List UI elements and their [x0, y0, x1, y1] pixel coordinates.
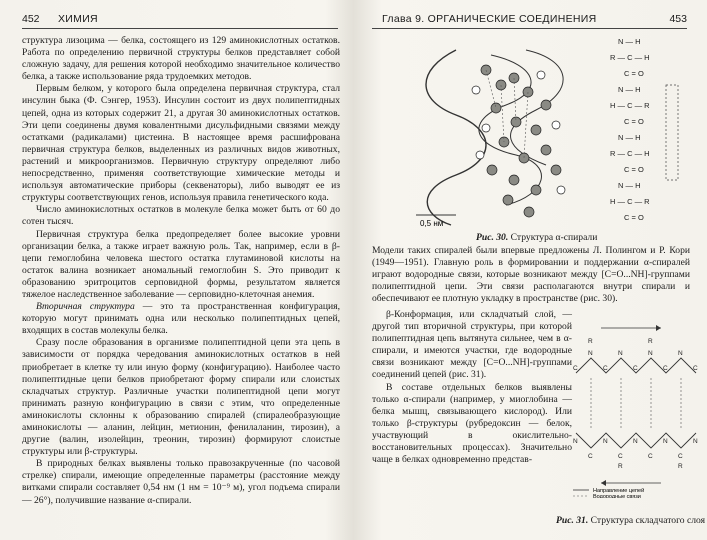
left-paragraph-4: Первичная структура белка предопределяет более высокие уровни организации белка, а также играет важную роль. Так, например, если в β-цепи гемоглобина человека шестого остатка глутаминовой кислоты на остаток валина возникает аномальный гемоглобин S. Это приводит к образованию эритроцитов серповидной формы, результатом является тяжелое наследственное заболевание — серповидно-клеточная анемия.: [22, 228, 340, 300]
svg-text:N: N: [603, 438, 608, 445]
svg-text:C: C: [663, 365, 668, 372]
left-running-head: [22, 10, 338, 29]
left-paragraph-3: Число аминокислотных остатков в молекуле белка может быть от 60 до сотен тысяч.: [22, 204, 340, 228]
secondary-structure-term: Вторичная структура: [36, 301, 135, 313]
right-paragraph-3: В составе отдельных белков выявлены только α-спирали (например, у миоглобина — белка мышц, связывающего кислород). Или только β-структуры (рубредоксин — белок, участвующий в окислительно-восстановительных процессах). Значительно чаще в белках одновременно представ-: [372, 381, 572, 466]
svg-text:N: N: [693, 438, 698, 445]
svg-text:C: C: [693, 365, 698, 372]
svg-text:N: N: [648, 350, 653, 357]
svg-text:N — H: N — H: [618, 37, 641, 46]
right-page: [356, 0, 707, 540]
secondary-structure-definition: — это та пространственная конфигурация, которую могут принимать одна или несколько полипептидных цепей, входящих в состав молекулы белка.: [22, 301, 340, 337]
svg-text:R — C — H: R — C — H: [610, 149, 650, 158]
svg-text:N: N: [573, 438, 578, 445]
svg-text:C: C: [603, 365, 608, 372]
svg-text:R: R: [588, 338, 593, 345]
fig31-caption-text: Структура складчатого слоя: [588, 515, 706, 526]
svg-text:C = O: C = O: [624, 69, 644, 78]
svg-text:C = O: C = O: [624, 165, 644, 174]
fig30-caption-text: Структура α-спирали: [508, 232, 598, 243]
left-paragraph-2: Первым белком, у которого была определена первичная структура, стал инсулин быка (Ф. Сэнгер, 1953). Инсулин состоит из двух полипептидных цепей, одна из которых содержит 21, а другая 30 аминокислотных остатков. Эти цепи соединены двумя ковалентными дисульфидными связями между остатками (радикалами) цистеина. В настоящее время расшифрована первичная структура белков, выделенных из различных видов животных, растений и микроорганизмов. Первичную структуру определяют либо непосредственно, применяя соответствующие химические методы и используя автоматические приборы (секвенаторы), либо выводят ее из структуры соответствующих генов, используя правила генетического кода.: [22, 83, 340, 204]
legend-hbond: Водородные связи: [593, 494, 641, 498]
svg-text:C = O: C = O: [624, 213, 644, 222]
svg-text:R: R: [648, 338, 653, 345]
right-body-text-bottom: [372, 309, 572, 466]
left-paragraph-6: В природных белках выявлены только правозакрученные (по часовой стрелке) спирали, имеющие определенные параметры (расстояние между витками спирали составляет 0,54 нм (1 нм = 10⁻⁹ м), угол подъема спирали — 26°), получившие название α-спирали.: [22, 458, 340, 506]
right-page-number: 453: [669, 13, 687, 25]
svg-text:C: C: [588, 453, 593, 460]
svg-text:N: N: [588, 350, 593, 357]
svg-text:R: R: [678, 463, 683, 470]
right-body-text-top: [372, 245, 690, 305]
right-paragraph-1: Модели таких спиралей были впервые предложены Л. Полингом и Р. Кори (1949—1951). Главную роль в формировании и поддержании α-спиралей играют водородные связи, которые возникают между [C=O...NH]-группами полипептидной цепи. Эти связи располагаются внутри спирали и обеспечивают ее плотную укладку в пространстве (рис. 30).: [372, 245, 690, 305]
svg-text:C: C: [618, 453, 623, 460]
svg-text:N: N: [663, 438, 668, 445]
svg-text:C = O: C = O: [624, 117, 644, 126]
svg-text:R — C — H: R — C — H: [610, 53, 650, 62]
svg-text:N: N: [678, 350, 683, 357]
fig30-scale-label: 0,5 нм: [420, 219, 444, 228]
svg-text:R: R: [618, 463, 623, 470]
svg-text:C: C: [648, 453, 653, 460]
svg-text:C: C: [573, 365, 578, 372]
left-paragraph-secondary: [22, 301, 340, 337]
left-paragraph-1: структура лизоцима — белка, состоящего из 129 аминокислотных остатков. Работа по определению первичной структуры белков представляет собой сложную задачу, для решения которой необходимо значительное количество белка, а также использование ряда трудоемких методов.: [22, 35, 340, 83]
svg-text:N: N: [618, 350, 623, 357]
left-paragraph-5: Сразу после образования в организме полипептидной цепи эта цепь в зависимости от порядка чередования аминокислотных остатков в ней приобретает в клетке ту или иную форму (конфигурацию). Наиболее часто полипептидные цепи белков приобретают форму спирали или слоистых складчатых структур. Различные участки полипептидной цепи могут принимать разную конфигурацию в связи с этим, что определенные аминокислоты склонны к образованию спиралей (спиралеобразующие аминокислоты — аланин, лейцин, метионин, фенилаланин, тирозин), а другие (валин, изолейцин, треонин, тирозин) формируют слоистые структуры или β-структуры.: [22, 337, 340, 458]
legend-direction: Направление цепей: [593, 488, 645, 494]
svg-text:N: N: [633, 438, 638, 445]
fig31-caption-label: Рис. 31.: [556, 515, 589, 526]
fig30-caption-label: Рис. 30.: [476, 232, 509, 243]
right-running-title: Глава 9. ОРГАНИЧЕСКИЕ СОЕДИНЕНИЯ: [382, 13, 597, 25]
svg-text:H — C — R: H — C — R: [610, 197, 650, 206]
left-page: [0, 0, 352, 540]
pleated-sheet-figure: [571, 318, 703, 498]
svg-text:H — C — R: H — C — R: [610, 101, 650, 110]
right-paragraph-2: β-Конформация, или складчатый слой, — другой тип вторичной структуры, при которой полипептидная цепь вытянута сильнее, чем в α-спирали, и имеются участки, где водородные связи возникают между [C=O...NH]-группами соединений цепей (рис. 31).: [372, 309, 572, 381]
svg-text:N — H: N — H: [618, 85, 641, 94]
right-running-head: [372, 10, 687, 29]
fig30-caption: [476, 232, 597, 243]
alpha-helix-figure: [396, 30, 686, 230]
svg-text:C: C: [678, 453, 683, 460]
fig31-caption: [556, 515, 705, 526]
left-page-number: 452: [22, 13, 40, 25]
left-body-text: [22, 35, 340, 507]
left-running-title: ХИМИЯ: [58, 13, 98, 25]
svg-text:N — H: N — H: [618, 133, 641, 142]
svg-text:N — H: N — H: [618, 181, 641, 190]
svg-text:C: C: [633, 365, 638, 372]
